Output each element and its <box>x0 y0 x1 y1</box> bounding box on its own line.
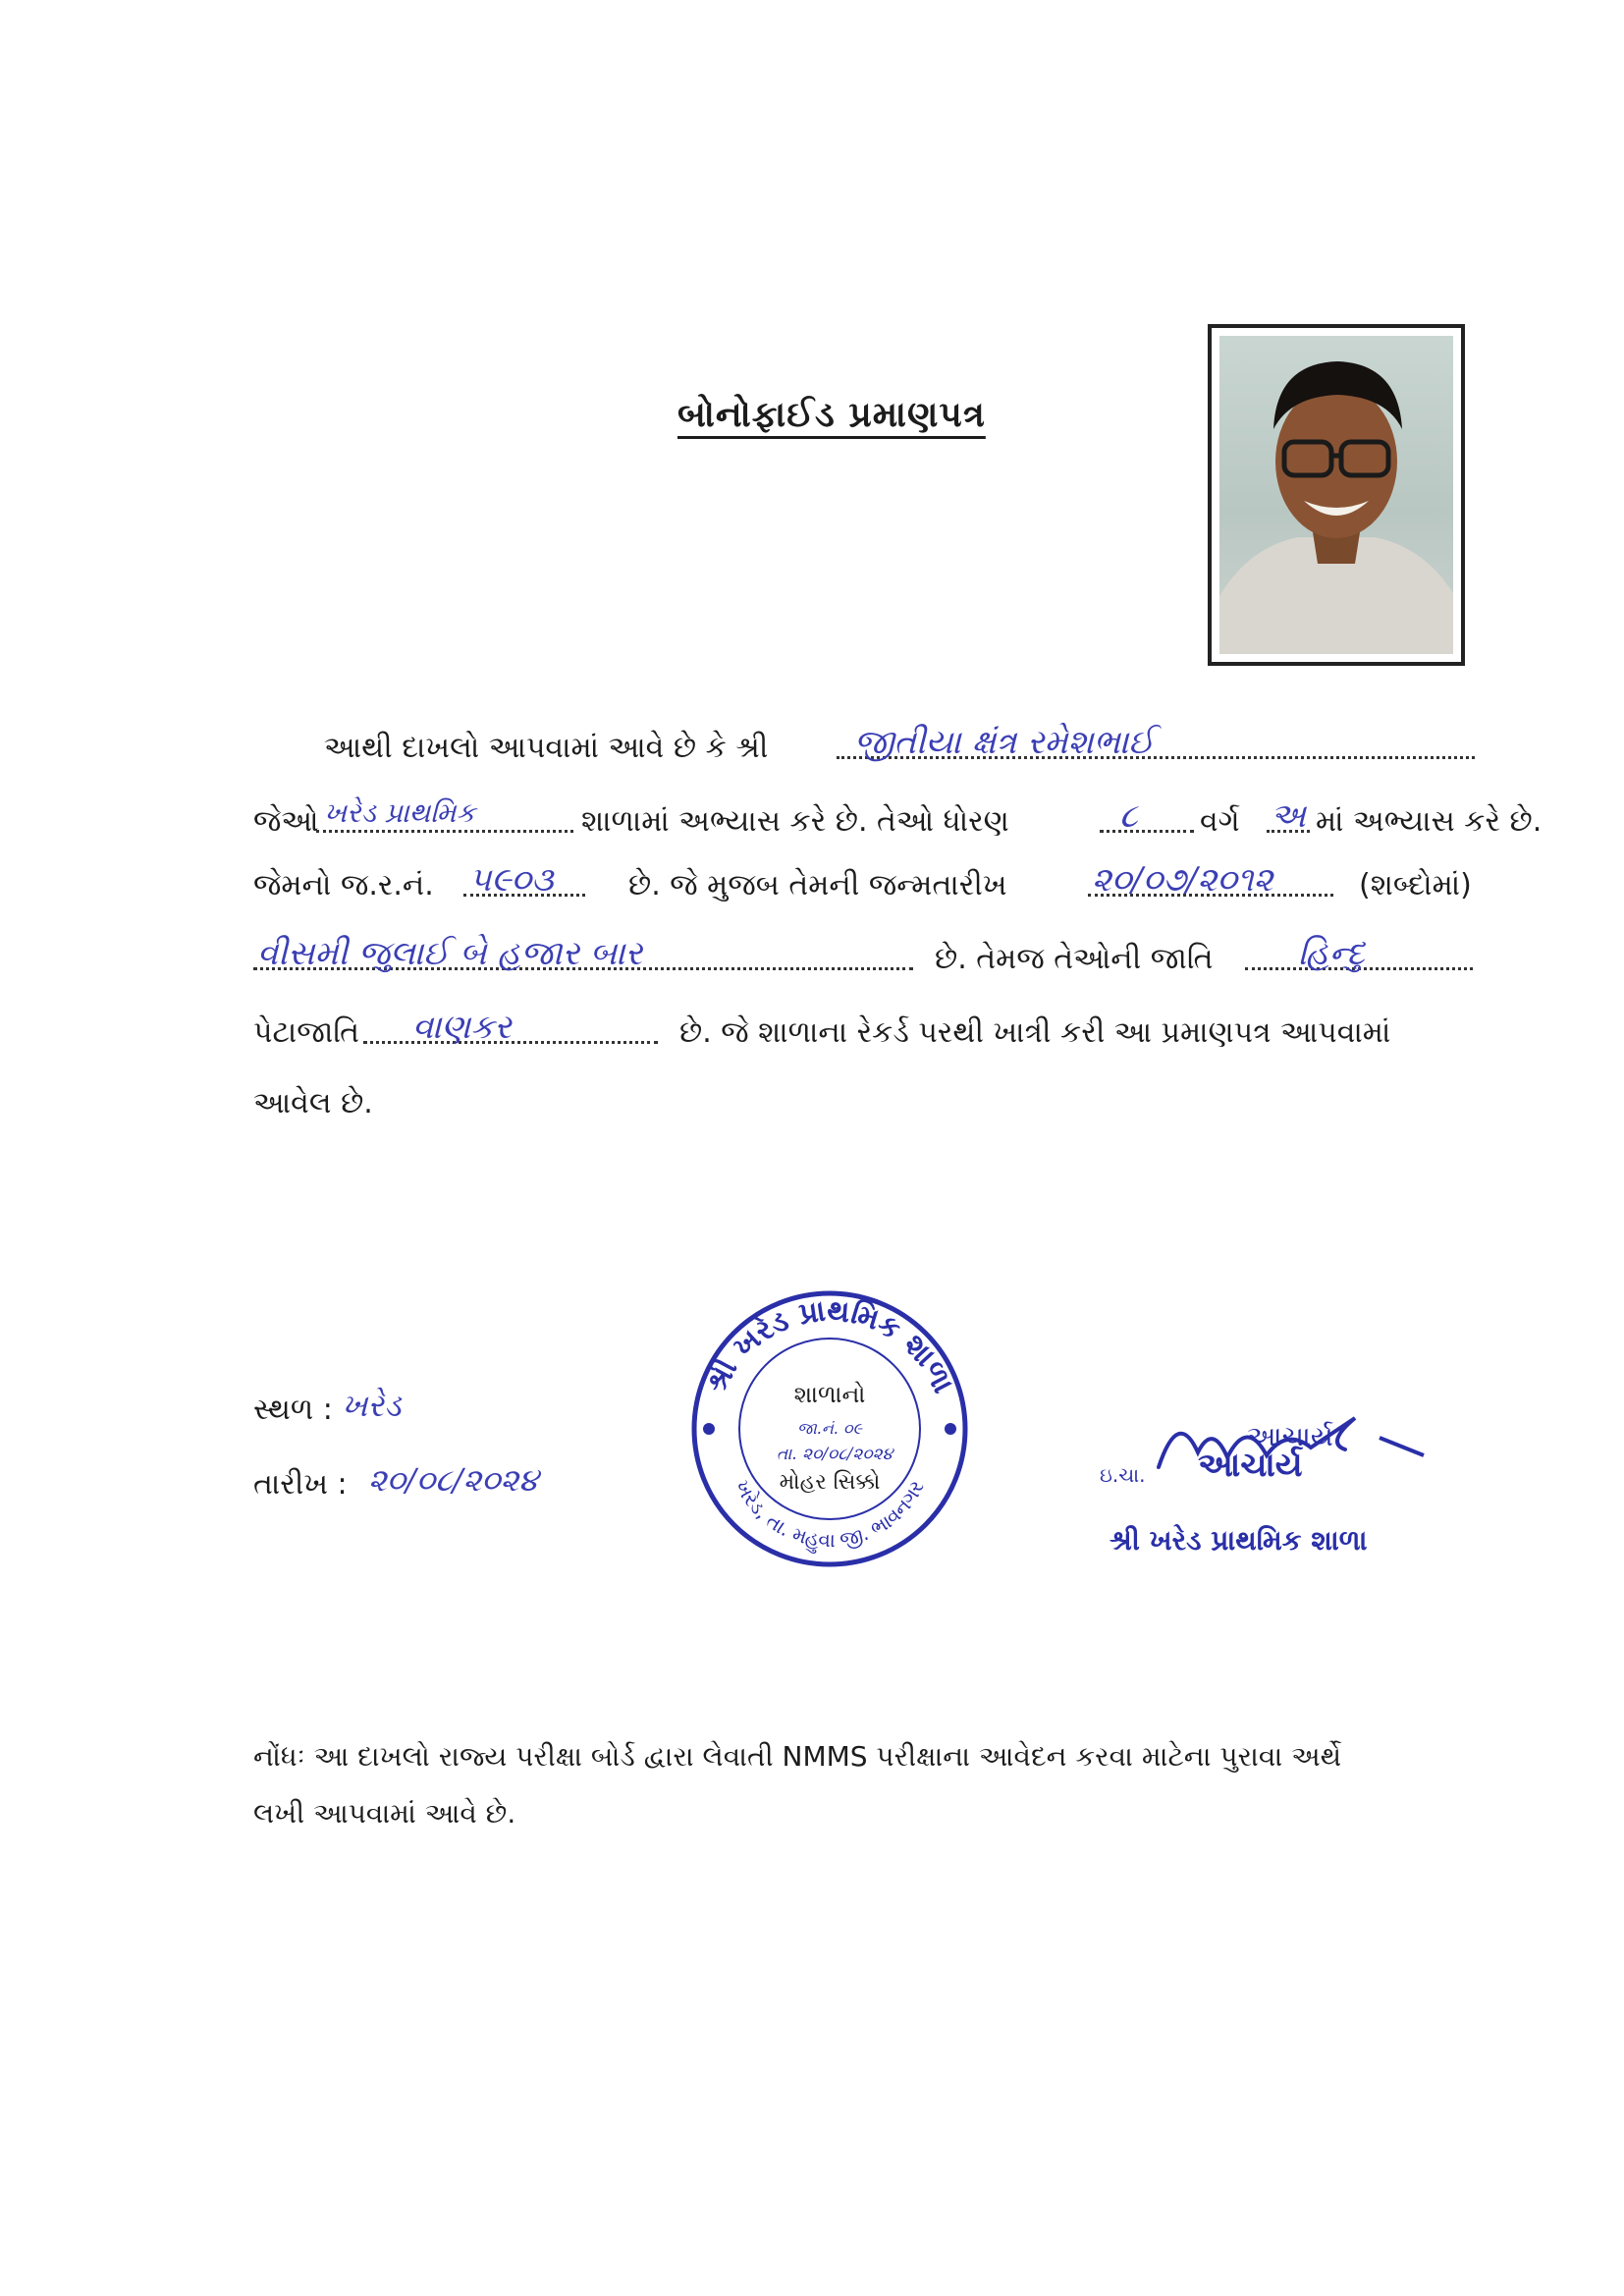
label-jeo: જેઓ <box>253 804 319 839</box>
place-label: સ્થળ : <box>253 1393 333 1427</box>
signature-overwrite-text: આચાર્ય <box>1247 1420 1333 1452</box>
birth-date-words: વીસમી જુલાઈ બે હજાર બાર <box>257 934 643 973</box>
sub-caste-value: વાણકર <box>412 1008 512 1047</box>
label-gr-no: જેમનો જ.ર.નં. <box>253 868 434 902</box>
student-photo <box>1208 324 1465 666</box>
body-line-2 <box>0 791 1624 849</box>
signature-tail <box>1380 1438 1424 1455</box>
standard-value: ૮ <box>1119 796 1138 836</box>
signature-prefix: ઇ.ચા. <box>1100 1463 1146 1487</box>
label-caste: છે. તેમજ તેઓની જાતિ <box>935 942 1214 976</box>
seal-handwritten-date: તા. ૨૦/૦૮/૨૦૨૪ <box>776 1445 893 1464</box>
body-line-1 <box>0 717 1624 776</box>
label-in-words: (શબ્દોમાં) <box>1359 868 1472 902</box>
intro-text: આથી દાખલો આપવામાં આવે છે કે શ્રી <box>324 731 769 765</box>
portrait-illustration <box>1219 336 1453 654</box>
seal-bottom-text: ખરેડ, તા. મહુવા જી. ભાવનગર <box>731 1476 929 1553</box>
body-line-5 <box>0 1002 1624 1061</box>
seal-ring-text: શ્રી ખરેડ પ્રાથમિક શાળા <box>698 1293 961 1399</box>
seal-dot-left <box>703 1423 715 1435</box>
school-seal <box>687 1286 972 1571</box>
label-abhyas: માં અભ્યાસ કરે છે. <box>1316 804 1543 839</box>
gr-number: ૫૯૦૩ <box>469 860 554 900</box>
label-record-text: છે. જે શાળાના રેકર્ડ પરથી ખાત્રી કરી આ પ્રમાણપત્ર આપવામાં <box>679 1015 1391 1050</box>
label-shala-dhoran: શાળામાં અભ્યાસ કરે છે. તેઓ ધોરણ <box>581 804 1009 839</box>
school-name: ખરેડ પ્રાથમિક <box>324 796 476 829</box>
body-line-3 <box>0 854 1624 913</box>
standard-dotted-line <box>1100 826 1194 833</box>
label-varg: વર્ગ <box>1200 804 1240 839</box>
seal-line-2: મોહર સિક્કો <box>779 1470 881 1495</box>
label-sub-caste: પેટાજાતિ <box>253 1015 360 1050</box>
birth-date: ૨૦/૦૭/૨૦૧૨ <box>1092 860 1273 900</box>
student-name: જીતીયા ક્ષંત્ર રમેશભાઈ <box>854 723 1155 762</box>
principal-school: શ્રી ખરેડ પ્રાથમિક શાળા <box>1110 1524 1368 1557</box>
photo-background <box>1219 336 1453 654</box>
label-closing: આવેલ છે. <box>253 1086 373 1121</box>
seal-dot-right <box>945 1423 956 1435</box>
footnote: નોંધઃ આ દાખલો રાજ્ય પરીક્ષા બોર્ડ દ્વારા લેવાતી NMMS પરીક્ષાના આવેદન કરવા માટેના પુરાવા અર્થે લખી આપવામાં આવે છે. <box>253 1740 1342 1830</box>
division-value: અ <box>1271 796 1306 836</box>
seal-handwritten-no: જા.નં. ૦૯ <box>796 1419 863 1438</box>
label-birth-date: છે. જે મુજબ તેમની જન્મતારીખ <box>628 868 1007 902</box>
body-line-4 <box>0 928 1624 987</box>
certificate-title: બોનોફાઈડ પ્રમાણપત્ર <box>677 395 986 435</box>
principal-signature-block <box>1100 1404 1394 1581</box>
seal-line-1: શાળાનો <box>793 1381 866 1408</box>
date-value: ૨૦/૦૮/૨૦૨૪ <box>368 1461 539 1499</box>
date-label: તારીખ : <box>253 1467 348 1502</box>
body-line-6 <box>0 1072 1624 1131</box>
principal-title: આચાર્ય <box>1198 1446 1303 1485</box>
place-value: ખરેડ <box>342 1387 402 1424</box>
caste-value: હિન્દુ <box>1298 934 1365 973</box>
